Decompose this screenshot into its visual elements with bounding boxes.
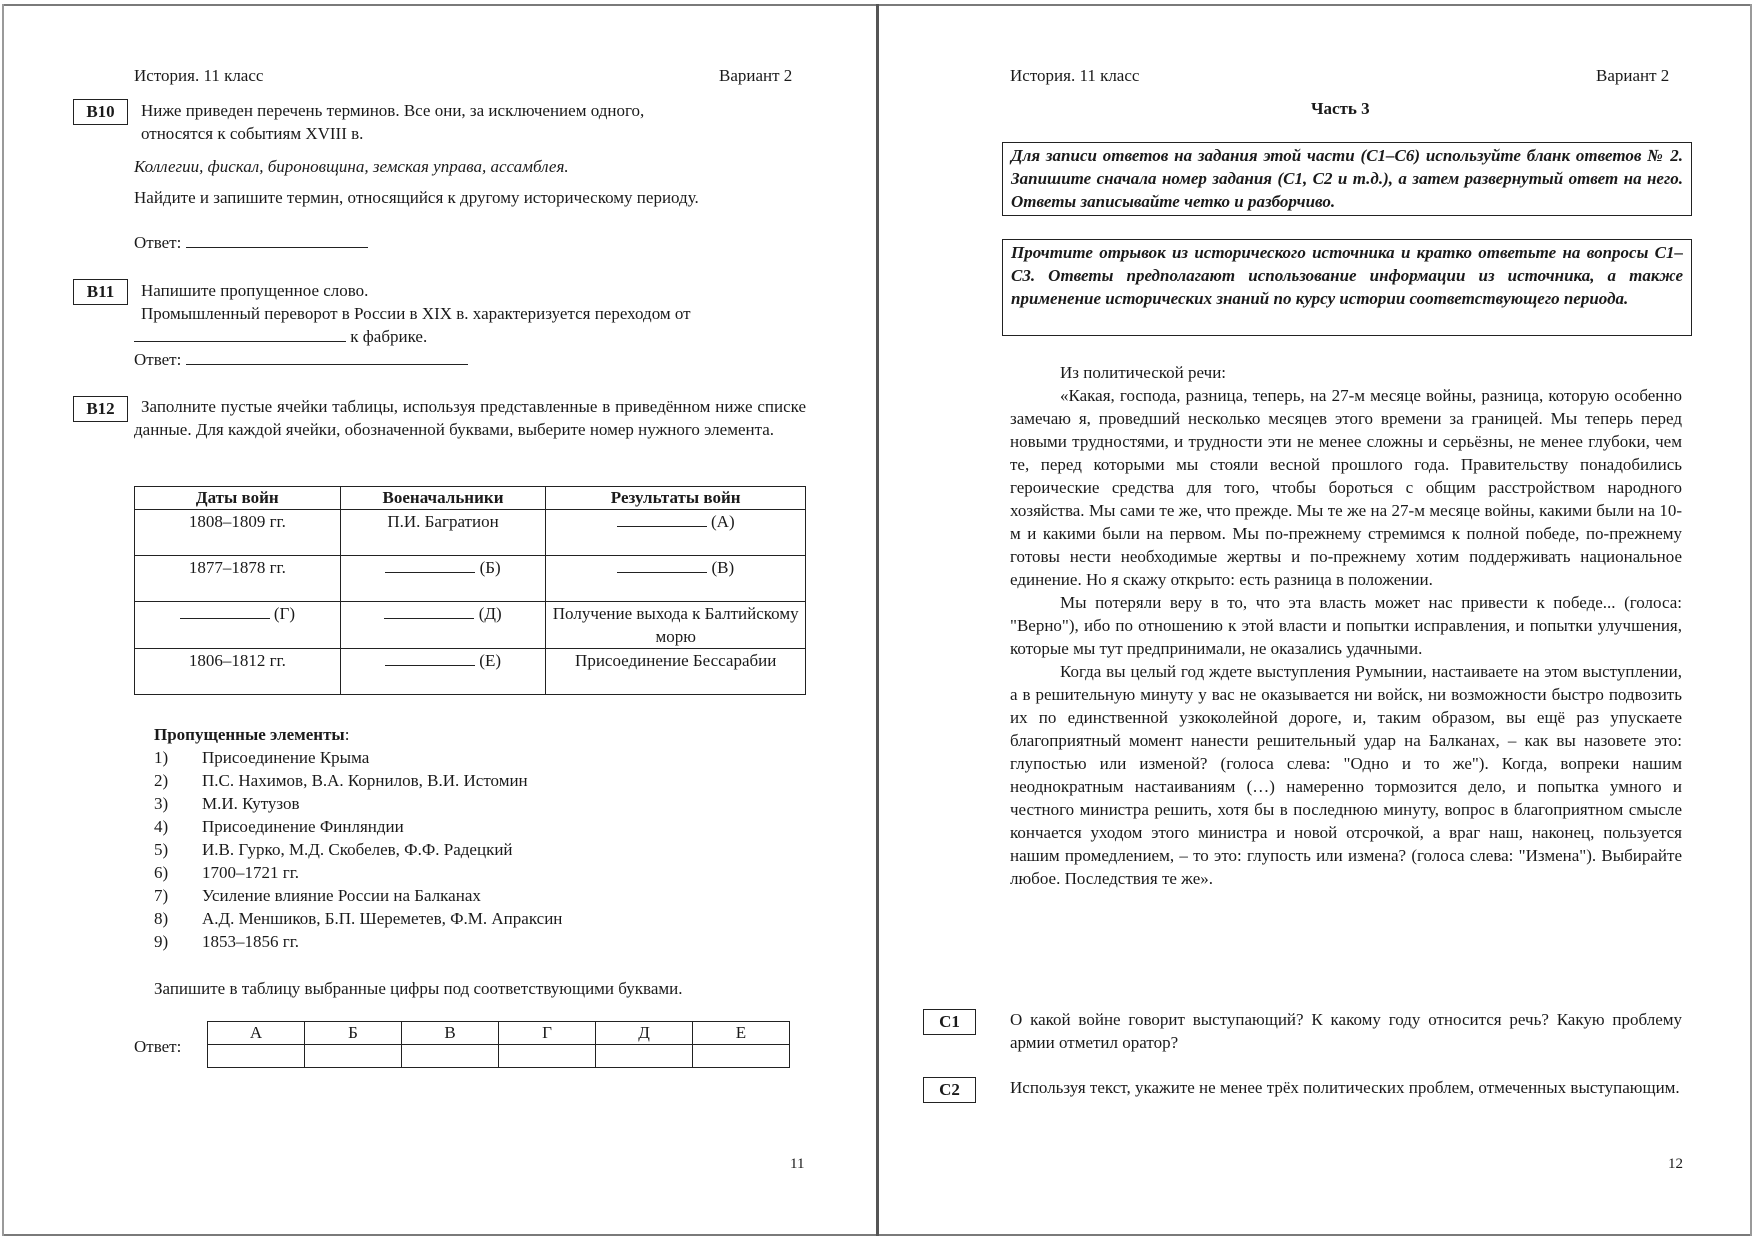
cell-letter: (Б) <box>479 558 501 577</box>
answer-cell-b[interactable] <box>305 1045 402 1068</box>
b12-answer-grid <box>207 1021 790 1068</box>
b10-intro-line2: относятся к событиям XVIII в. <box>141 124 364 143</box>
part-title: Часть 3 <box>1311 99 1370 118</box>
cell-letter: (Е) <box>479 651 502 670</box>
blank-line <box>385 649 475 666</box>
b10-terms: Коллегии, фискал, бироновщина, земская управа, ассамблея. <box>134 157 569 176</box>
answer-letters-row <box>208 1022 790 1045</box>
b11-line3-suffix: к фабрике. <box>350 327 428 346</box>
blank-line <box>617 556 707 573</box>
task-badge-c2: C2 <box>923 1077 976 1103</box>
b11-line2: Промышленный переворот в России в XIX в. характеризуется переходом от <box>141 304 691 323</box>
cell-results <box>546 556 806 602</box>
answer-letter: Д <box>596 1022 693 1045</box>
blank-line <box>385 556 475 573</box>
cell-commanders <box>340 602 546 649</box>
source-intro: Из политической речи: <box>1060 363 1227 382</box>
cell-letter: (Г) <box>273 604 296 623</box>
table-row <box>135 649 806 695</box>
answer-letter: В <box>402 1022 499 1045</box>
list-item: 9) 1853–1856 гг. <box>154 932 300 951</box>
right-page <box>879 0 1754 1239</box>
list-item: 2) П.С. Нахимов, В.А. Корнилов, В.И. Истомин <box>154 771 528 790</box>
list-item: 8) А.Д. Меншиков, Б.П. Шереметев, Ф.М. Апраксин <box>154 909 563 928</box>
answer-cell-d[interactable] <box>596 1045 693 1068</box>
answer-cell-e[interactable] <box>693 1045 790 1068</box>
b11-line3 <box>134 325 427 348</box>
b11-answer-label: Ответ: <box>134 350 182 369</box>
header-variant: Вариант 2 <box>1596 66 1670 85</box>
col-header-dates: Даты войн <box>135 487 341 510</box>
cell-letter: (А) <box>711 512 735 531</box>
answer-letter: А <box>208 1022 305 1045</box>
task-badge-c1: C1 <box>923 1009 976 1035</box>
cell-dates <box>135 602 341 649</box>
b10-answer-field[interactable] <box>186 231 368 248</box>
speech-paragraph: Мы потеряли веру в то, что эта власть может нас привести к победе... (голоса: "Верно"), ибо по отношению к этой власти и попытки исправления, и попытки улучшения, которые мы тут предпринимали, не оказались удачными. <box>1010 593 1682 658</box>
answer-letter: Г <box>499 1022 596 1045</box>
cell-letter: (В) <box>711 558 735 577</box>
page-number: 11 <box>790 1156 805 1172</box>
task-badge-b11: B11 <box>73 279 128 305</box>
list-item: 3) М.И. Кутузов <box>154 794 300 813</box>
b10-answer-label: Ответ: <box>134 233 182 252</box>
instruction-box-source: Прочтите отрывок из исторического источника и кратко ответьте на вопросы С1–С3. Ответы предполагают использование информации из источника, а также применение исторических знаний по курсу истории соответствующего периода. <box>1002 239 1692 336</box>
left-page <box>0 0 876 1239</box>
b10-intro-line1: Ниже приведен перечень терминов. Все они, за исключением одного, <box>141 101 645 120</box>
list-item: 4) Присоединение Финляндии <box>154 817 404 836</box>
col-header-results: Результаты войн <box>546 487 806 510</box>
cell-commanders <box>340 649 546 695</box>
b10-answer <box>134 231 368 254</box>
wars-table <box>134 486 806 695</box>
question-c1: О какой войне говорит выступающий? К какому году относится речь? Какую проблему армии отметил оратор? <box>1010 1010 1682 1052</box>
list-item: 7) Усиление влияние России на Балканах <box>154 886 481 905</box>
speech-paragraph: «Какая, господа, разница, теперь, на 27-м месяце войны, разница, которую особенно замечаю я, проведший несколько месяцев этого времени за границей. Мы теперь перед новыми трудностями, и трудности эти не менее сложны и серьёзны, не менее глубоки, чем те, перед которыми мы стояли весной прошлого года. Правительству понадобились героические средства для того, чтобы бороться с общим расстройством народного хозяйства. Мы сами те же, что прежде. Мы те же на 27-м месяце войны, какими были на 10-м и какими были на первом. Мы по-прежнему стремимся к полной победе, по-прежнему готовы нести необходимые жертвы и по-прежнему хотим поддерживать национальное единение. Но я скажу открыто: есть разница в положении. <box>1010 386 1682 589</box>
b11-answer <box>134 348 468 371</box>
task-badge-b12: B12 <box>73 396 128 422</box>
cell-dates: 1808–1809 гг. <box>135 510 341 556</box>
cell-dates: 1877–1878 гг. <box>135 556 341 602</box>
instruction-box-answer-form: Для записи ответов на задания этой части (С1–С6) используйте бланк ответов № 2. Запишите сначала номер задания (С1, С2 и т.д.), а затем развернутый ответ на него. Ответы записывайте четко и разборчиво. <box>1002 142 1692 216</box>
cell-results <box>546 510 806 556</box>
list-item: 1) Присоединение Крыма <box>154 748 370 767</box>
header-variant: Вариант 2 <box>719 66 793 85</box>
cell-dates: 1806–1812 гг. <box>135 649 341 695</box>
b11-line1: Напишите пропущенное слово. <box>141 281 369 300</box>
answer-letter: Б <box>305 1022 402 1045</box>
list-item: 5) И.В. Гурко, М.Д. Скобелев, Ф.Ф. Радецкий <box>154 840 513 859</box>
missing-elements-title: Пропущенные элементы: <box>154 725 350 744</box>
cell-commanders <box>340 556 546 602</box>
page-number: 12 <box>1668 1156 1683 1172</box>
blank-line <box>384 602 474 619</box>
wars-table-header-row <box>135 487 806 510</box>
cell-commanders: П.И. Багратион <box>340 510 546 556</box>
question-c2: Используя текст, укажите не менее трёх политических проблем, отмеченных выступающим. <box>1010 1078 1680 1097</box>
answer-cell-v[interactable] <box>402 1045 499 1068</box>
cell-results: Присоединение Бессарабии <box>546 649 806 695</box>
list-item: 6) 1700–1721 гг. <box>154 863 300 882</box>
speech-text <box>1010 384 1682 890</box>
table-row <box>135 556 806 602</box>
task-badge-b10: B10 <box>73 99 128 125</box>
header-subject: История. 11 класс <box>1010 66 1140 85</box>
cell-letter: (Д) <box>478 604 502 623</box>
answer-cell-g[interactable] <box>499 1045 596 1068</box>
missing-elements-list <box>154 746 562 953</box>
b11-answer-field[interactable] <box>186 348 468 365</box>
answer-cell-a[interactable] <box>208 1045 305 1068</box>
b12-instruction: Запишите в таблицу выбранные цифры под соответствующими буквами. <box>154 979 683 998</box>
blank-line <box>180 602 270 619</box>
table-row <box>135 510 806 556</box>
header-subject: История. 11 класс <box>134 66 264 85</box>
b10-task: Найдите и запишите термин, относящийся к другому историческому периоду. <box>134 188 699 207</box>
b11-blank <box>134 325 346 342</box>
col-header-commanders: Военачальники <box>340 487 546 510</box>
blank-line <box>617 510 707 527</box>
speech-paragraph: Когда вы целый год ждете выступления Румынии, настаиваете на этом выступлении, а в решительную минуту у вас не оказывается ни войск, ни возможности быстро подвозить их по единственной узкоколейной дороге, и, таким образом, вы ещё раз упускаете благоприятный момент нанести решительный удар на Балканах, – как вы назовете это: глупостью или изменой? (голоса слева: "Одно и то же"). Когда, вопреки нашим неоднократным настаиваниям (…) намеренно тормозится дело, и попытка умного и честного министра решить, хотя бы в последнюю минуту, вопрос в благоприятном смысле кончается уходом этого министра и новой отсрочкой, а враг наш, наконец, пользуется нашим промедлением, – то это: глупость или измена? (голоса слева: "Измена"). Выбирайте любое. Последствия те же». <box>1010 662 1682 888</box>
b12-intro: Заполните пустые ячейки таблицы, используя представленные в приведённом ниже списке данные. Для каждой ячейки, обозначенной буквами, выберите номер нужного элемента. <box>134 397 806 439</box>
cell-results: Получение выхода к Балтийскому морю <box>546 602 806 649</box>
answer-letter: Е <box>693 1022 790 1045</box>
answer-input-row <box>208 1045 790 1068</box>
b12-answer-label: Ответ: <box>134 1037 182 1056</box>
table-row <box>135 602 806 649</box>
